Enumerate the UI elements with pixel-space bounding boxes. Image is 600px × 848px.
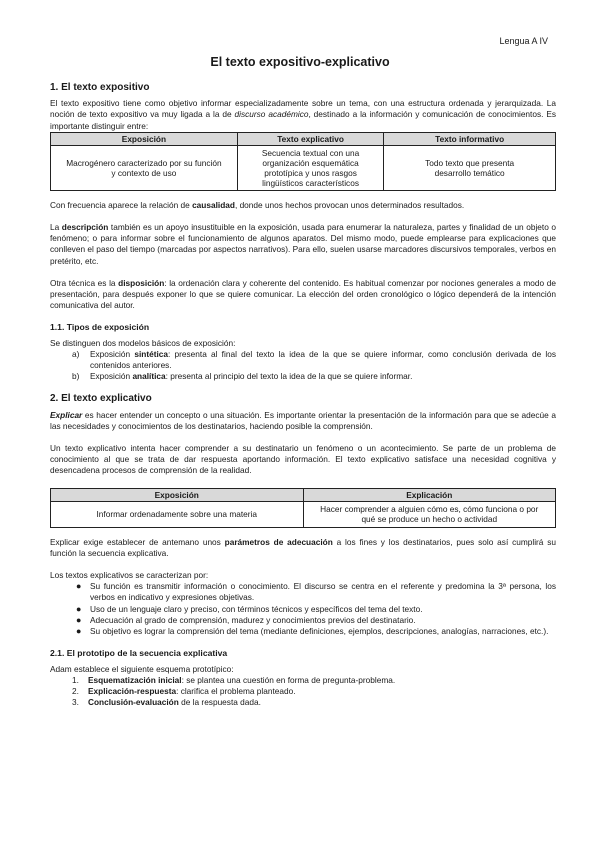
table-header: Exposición bbox=[51, 132, 238, 145]
comparison-table-2 bbox=[50, 488, 556, 528]
bullet-icon: ● bbox=[76, 626, 82, 637]
comparison-table-1 bbox=[50, 132, 556, 191]
paragraph: Se distinguen dos modelos básicos de exposición: bbox=[50, 337, 236, 348]
subsection-heading: 1.1. Tipos de exposición bbox=[50, 322, 150, 333]
table-header: Explicación bbox=[303, 488, 556, 501]
table-cell: Secuencia textual con una organización esquemática prototípica y unos rasgos lingüísticos característicos bbox=[237, 145, 383, 190]
table-cell: Informar ordenadamente sobre una materia bbox=[51, 501, 304, 527]
table-cell: Hacer comprender a alguien cómo es, cómo funciona o por qué se produce un hecho o actividad bbox=[303, 501, 556, 527]
list-item: 1. Esquematización inicial: se plantea una cuestión en forma de pregunta-problema. bbox=[72, 674, 396, 685]
list-item: ● Uso de un lenguaje claro y preciso, con términos técnicos y específicos del tema del texto. bbox=[76, 603, 423, 614]
section-heading: 1. El texto expositivo bbox=[50, 82, 150, 93]
table-cell: Todo texto que presenta desarrollo temático bbox=[384, 145, 556, 190]
table-cell: Macrogénero caracterizado por su función y contexto de uso bbox=[51, 145, 238, 190]
list-item: 2. Explicación-respuesta: clarifica el problema planteado. bbox=[72, 685, 296, 696]
bullet-icon: ● bbox=[76, 614, 82, 625]
paragraph: Con frecuencia aparece la relación de causalidad, donde unos hechos provocan unos determinados resultados. bbox=[50, 199, 465, 210]
paragraph: Explicar exige establecer de antemano unos parámetros de adecuación a los fines y los destinatarios, pues solo así cumplirá su función la secuencia explicativa. bbox=[50, 536, 556, 558]
list-item: 3. Conclusión-evaluación de la respuesta dada. bbox=[72, 697, 261, 708]
paragraph: Explicar es hacer entender un concepto o una situación. Es importante orientar la presentación de la información para que se adecúe a las necesidades y conocimientos de los destinatarios, haciendo posible la comprensión. bbox=[50, 409, 556, 431]
exposition-types-list bbox=[50, 349, 556, 383]
bullet-icon: ● bbox=[76, 581, 82, 592]
paragraph: Adam establece el siguiente esquema prototípico: bbox=[50, 663, 234, 674]
paragraph: Otra técnica es la disposición: la ordenación clara y coherente del contenido. Es habitual comenzar por nociones generales a modo de presentación, para después exponer lo que se quiere comunicar. La elección del orden cronológico o lógico dependerá de la intención comunicativa del autor. bbox=[50, 277, 556, 311]
list-item: ● Adecuación al grado de comprensión, madurez y conocimientos previos del destinatario. bbox=[76, 614, 416, 625]
page-title: El texto expositivo-explicativo bbox=[210, 55, 390, 69]
bullet-icon: ● bbox=[76, 603, 82, 614]
paragraph: El texto expositivo tiene como objetivo informar especializadamente sobre un tema, con una estructura ordenada y jerarquizada. La noción de texto expositivo va muy ligada a la de discurso académico, destinado a la información y comunicación de conocimientos. Es importante distinguir entre: bbox=[50, 98, 557, 131]
paragraph: Un texto explicativo intenta hacer comprender a su destinatario un fenómeno o un acontecimiento. Se parte de un problema de conocimiento al que se trata de dar respuesta aportando información. El texto explicativo satisface una necesidad cognitiva y desencadena procesos de comprensión de la realidad. bbox=[50, 443, 556, 476]
list-item: ● Su objetivo es lograr la comprensión del tema (mediante definiciones, ejemplos, descripciones, analogías, narraciones, etc.). bbox=[76, 626, 549, 637]
list-item: b) Exposición analítica: presenta al principio del texto la idea de la que se quiere informar. bbox=[72, 371, 413, 382]
section-heading: 2. El texto explicativo bbox=[50, 393, 152, 405]
characteristics-list bbox=[50, 581, 556, 637]
table-header: Texto explicativo bbox=[237, 132, 383, 145]
paragraph: La descripción también es un apoyo insustituible en la exposición, usada para enumerar la naturaleza, partes y finalidad de un objeto o fenómeno; o para informar sobre el funcionamiento de algunos aparatos. Del mismo modo, puede emplearse para explicaciones que conlleven el paso del tiempo (marcadas por aspectos narrativos). Para ello, suelen usarse marcadores discursivos temporales, verbos en pretérito, etc. bbox=[50, 222, 556, 266]
paragraph: Los textos explicativos se caracterizan por: bbox=[50, 570, 209, 581]
prototype-list bbox=[50, 675, 556, 709]
table-header: Exposición bbox=[51, 488, 304, 501]
subsection-heading: 2.1. El prototipo de la secuencia explicativa bbox=[50, 648, 228, 659]
document-body bbox=[50, 82, 556, 708]
list-item: ● Su función es transmitir información o conocimiento. El discurso se centra en el referente y predomina la 3ª persona, los verbos en indicativo y expresiones objetivas. bbox=[76, 581, 556, 603]
course-label: Lengua A IV bbox=[499, 36, 548, 46]
table-header: Texto informativo bbox=[384, 132, 556, 145]
list-item: a) Exposición sintética: presenta al final del texto la idea de la que se quiere informar, como conclusión derivada de los contenidos anteriores. bbox=[72, 348, 556, 371]
